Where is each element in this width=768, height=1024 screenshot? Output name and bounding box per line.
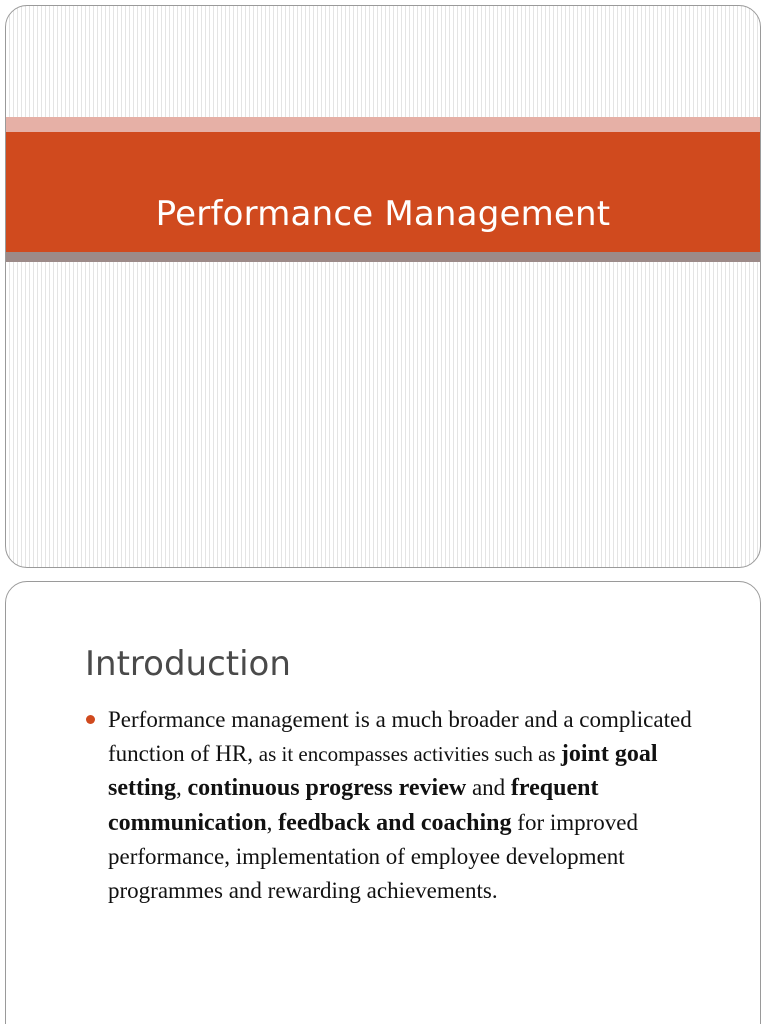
- bullet-separator: and: [466, 775, 511, 800]
- bullet-item: [84, 703, 724, 907]
- bullet-text-intro: Performance management is a much broader and a complicated function of HR,: [108, 707, 692, 766]
- bullet-text-lead: as it encompasses activities such as: [258, 741, 561, 766]
- title-slide: [5, 5, 761, 568]
- bullet-text-closing: for improved performance, implementation of employee development programmes and rewarding achievements.: [108, 809, 638, 903]
- bullet-dot-icon: [86, 715, 95, 724]
- bullet-separator: ,: [266, 809, 279, 835]
- bullet-bold-feedback-coaching: feedback and coaching: [278, 809, 512, 836]
- bullet-separator: ,: [176, 775, 188, 800]
- bullet-bold-progress-review: continuous progress review: [187, 775, 467, 801]
- slide-heading: Introduction: [85, 644, 291, 684]
- bullet-bold-communication: frequent communication: [108, 775, 599, 836]
- bullet-bold-goal-setting: joint goal setting: [108, 740, 658, 801]
- bullet-list: [84, 703, 724, 907]
- introduction-slide: [5, 581, 761, 1024]
- slide-title: Performance Management: [155, 193, 611, 234]
- title-band-top-stripe: [6, 117, 760, 132]
